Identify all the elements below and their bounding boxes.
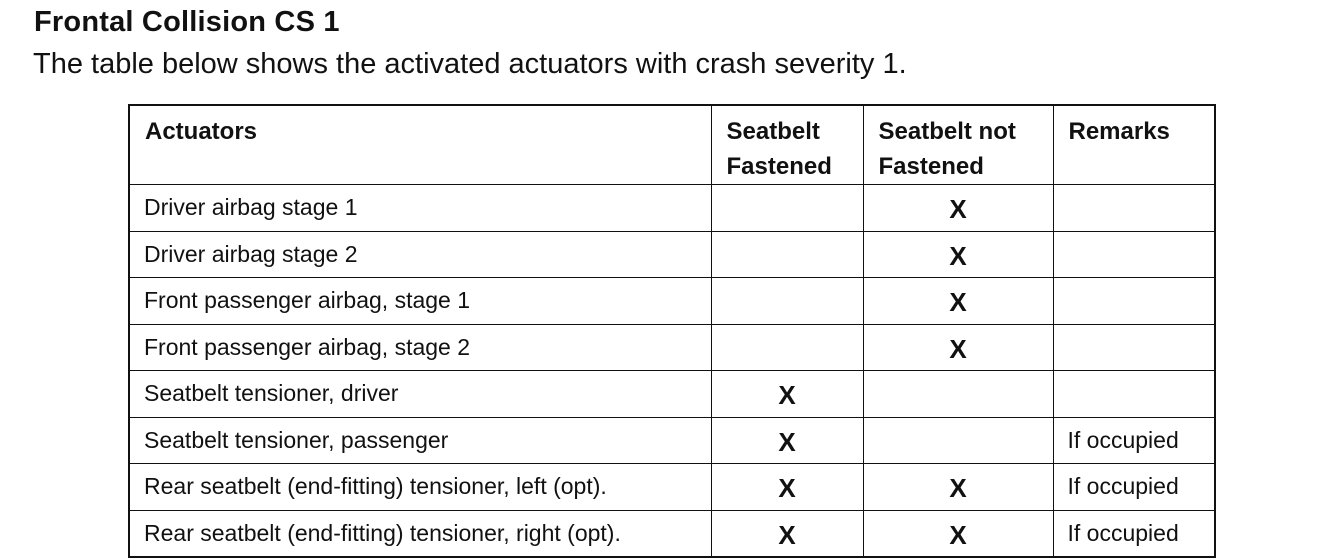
header-actuators: Actuators bbox=[129, 105, 711, 185]
not-fastened-mark bbox=[863, 417, 1053, 464]
page-subtitle: The table below shows the activated actuators with crash severity 1. bbox=[33, 48, 907, 80]
header-seatbelt-not-fastened-line2: Fastened bbox=[878, 153, 984, 180]
not-fastened-mark: X bbox=[863, 510, 1053, 557]
actuators-table bbox=[128, 104, 1216, 558]
table-row bbox=[129, 510, 1215, 557]
table-row bbox=[129, 464, 1215, 511]
fastened-mark: X bbox=[711, 464, 863, 511]
actuator-cell: Rear seatbelt (end-fitting) tensioner, right (opt). bbox=[129, 510, 711, 557]
fastened-mark bbox=[711, 231, 863, 278]
header-seatbelt-not-fastened-line1: Seatbelt not bbox=[878, 118, 1016, 145]
remarks-cell bbox=[1053, 231, 1215, 278]
actuator-cell: Rear seatbelt (end-fitting) tensioner, left (opt). bbox=[129, 464, 711, 511]
not-fastened-mark: X bbox=[863, 185, 1053, 232]
table-row bbox=[129, 185, 1215, 232]
remarks-cell bbox=[1053, 324, 1215, 371]
header-seatbelt-not-fastened bbox=[863, 105, 1053, 185]
actuator-cell: Driver airbag stage 1 bbox=[129, 185, 711, 232]
not-fastened-mark bbox=[863, 371, 1053, 418]
actuator-cell: Seatbelt tensioner, passenger bbox=[129, 417, 711, 464]
not-fastened-mark: X bbox=[863, 464, 1053, 511]
fastened-mark: X bbox=[711, 371, 863, 418]
fastened-mark: X bbox=[711, 510, 863, 557]
remarks-cell bbox=[1053, 185, 1215, 232]
header-seatbelt-fastened bbox=[711, 105, 863, 185]
not-fastened-mark: X bbox=[863, 231, 1053, 278]
actuator-cell: Front passenger airbag, stage 2 bbox=[129, 324, 711, 371]
remarks-cell: If occupied bbox=[1053, 464, 1215, 511]
table-row bbox=[129, 371, 1215, 418]
table-header-row bbox=[129, 105, 1215, 185]
remarks-cell bbox=[1053, 371, 1215, 418]
remarks-cell: If occupied bbox=[1053, 417, 1215, 464]
table-row bbox=[129, 417, 1215, 464]
actuator-cell: Driver airbag stage 2 bbox=[129, 231, 711, 278]
not-fastened-mark: X bbox=[863, 324, 1053, 371]
fastened-mark bbox=[711, 185, 863, 232]
table-row bbox=[129, 278, 1215, 325]
remarks-cell: If occupied bbox=[1053, 510, 1215, 557]
fastened-mark bbox=[711, 278, 863, 325]
fastened-mark: X bbox=[711, 417, 863, 464]
actuator-cell: Front passenger airbag, stage 1 bbox=[129, 278, 711, 325]
table-row bbox=[129, 231, 1215, 278]
header-remarks: Remarks bbox=[1053, 105, 1215, 185]
page-title: Frontal Collision CS 1 bbox=[34, 6, 340, 38]
actuator-cell: Seatbelt tensioner, driver bbox=[129, 371, 711, 418]
header-seatbelt-fastened-line1: Seatbelt bbox=[726, 118, 820, 145]
not-fastened-mark: X bbox=[863, 278, 1053, 325]
remarks-cell bbox=[1053, 278, 1215, 325]
fastened-mark bbox=[711, 324, 863, 371]
header-seatbelt-fastened-line2: Fastened bbox=[726, 153, 832, 180]
table-row bbox=[129, 324, 1215, 371]
